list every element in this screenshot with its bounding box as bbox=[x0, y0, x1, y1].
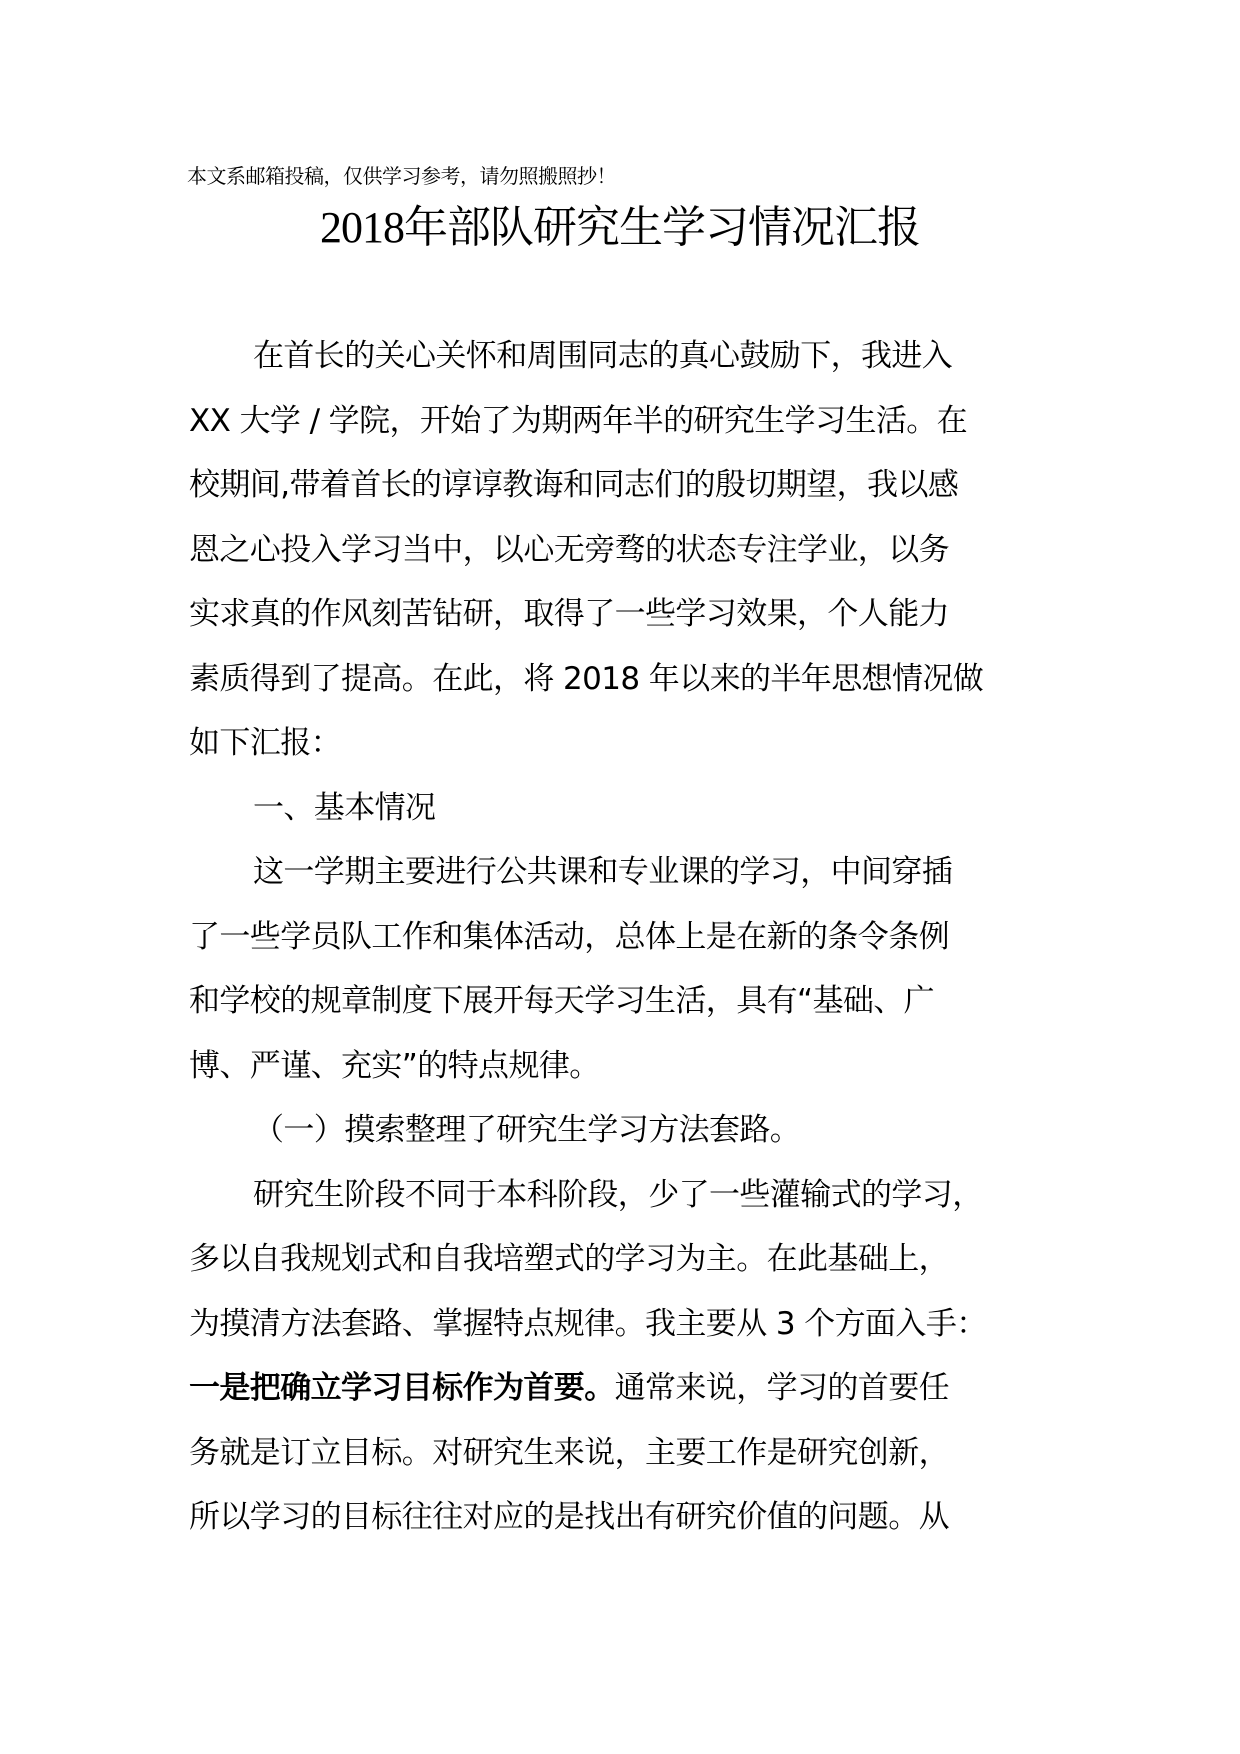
line-text: 博、严谨、充实”的特点规律。 bbox=[189, 1047, 600, 1084]
text-line bbox=[189, 1368, 1069, 1433]
title-year: 2018 bbox=[320, 203, 404, 252]
line-text: 所以学习的目标往往对应的是找出有研究价值的问题。从 bbox=[189, 1499, 949, 1535]
text-line bbox=[189, 1175, 1069, 1240]
text-line bbox=[189, 1433, 1069, 1498]
text-line bbox=[189, 1497, 1069, 1562]
line-text: 一、基本情况 bbox=[253, 789, 436, 826]
text-line bbox=[189, 401, 1069, 466]
text-line bbox=[189, 1046, 1069, 1111]
line-text: XX 大学 / 学院，开始了为期两年半的研究生学习生活。在 bbox=[189, 402, 968, 439]
line-text: 校期间,带着首长的谆谆教诲和同志们的殷切期望，我以感 bbox=[189, 467, 959, 503]
text-line bbox=[189, 336, 1069, 401]
text-line bbox=[189, 788, 1069, 853]
text-line bbox=[189, 723, 1069, 788]
line-text: 在首长的关心关怀和周围同志的真心鼓励下，我进入 bbox=[253, 338, 953, 374]
document-body bbox=[189, 336, 1069, 1562]
text-line bbox=[189, 852, 1069, 917]
disclaimer-note: 本文系邮箱投稿，仅供学习参考，请勿照搬照抄！ bbox=[187, 164, 616, 188]
text-line bbox=[189, 1110, 1069, 1175]
title-text: 年部队研究生学习情况汇报 bbox=[404, 202, 920, 253]
line-text: 务就是订立目标。对研究生来说，主要工作是研究创新， bbox=[189, 1434, 949, 1471]
text-line bbox=[189, 917, 1069, 982]
line-text: 研究生阶段不同于本科阶段，少了一些灌输式的学习， bbox=[253, 1176, 983, 1213]
line-text: （一）摸索整理了研究生学习方法套路。 bbox=[253, 1112, 801, 1148]
line-text: 为摸清方法套路、掌握特点规律。我主要从 3 个方面入手： bbox=[189, 1305, 987, 1342]
text-line bbox=[189, 465, 1069, 530]
line-text: 多以自我规划式和自我培塑式的学习为主。在此基础上， bbox=[189, 1241, 949, 1277]
line-text: 通常来说，学习的首要任 bbox=[614, 1370, 950, 1406]
line-text: 恩之心投入学习当中，以心无旁骛的状态专注学业，以务 bbox=[189, 531, 949, 568]
line-text: 和学校的规章制度下展开每天学习生活，具有“基础、广 bbox=[189, 983, 935, 1019]
text-line bbox=[189, 594, 1069, 659]
document-title bbox=[0, 200, 1240, 256]
bold-lead-phrase: 一是把确立学习目标作为首要。 bbox=[189, 1370, 615, 1406]
text-line bbox=[189, 1304, 1069, 1369]
line-text: 了一些学员队工作和集体活动，总体上是在新的条令条例 bbox=[189, 918, 949, 955]
text-line bbox=[189, 981, 1069, 1046]
line-text: 实求真的作风刻苦钻研，取得了一些学习效果，个人能力 bbox=[189, 596, 949, 632]
text-line bbox=[189, 530, 1069, 595]
line-text: 这一学期主要进行公共课和专业课的学习，中间穿插 bbox=[253, 854, 953, 890]
text-line bbox=[189, 1239, 1069, 1304]
line-text: 如下汇报： bbox=[189, 725, 341, 761]
line-text: 素质得到了提高。在此，将 2018 年以来的半年思想情况做 bbox=[189, 660, 984, 697]
text-line bbox=[189, 659, 1069, 724]
